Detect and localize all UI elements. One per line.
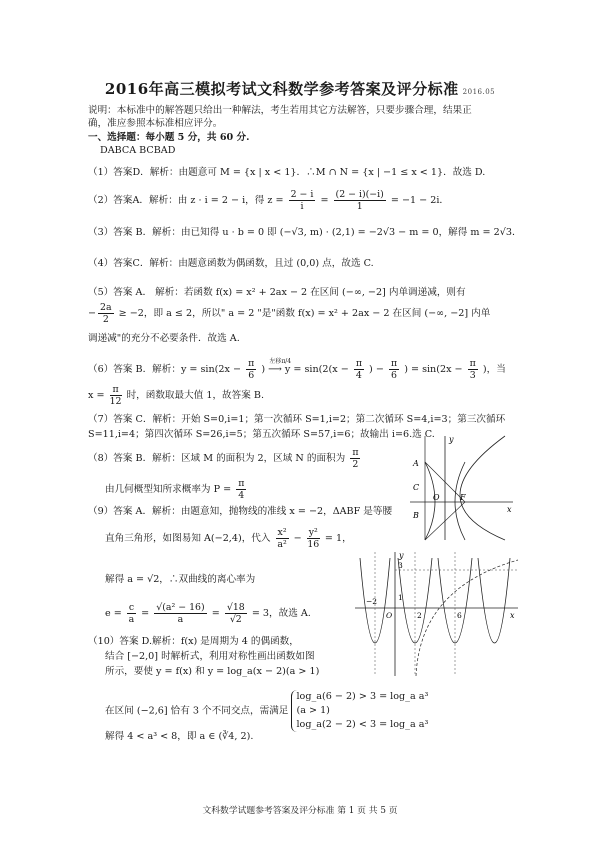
q9-line-3: 解得 a = √2，∴双曲线的离心率为 (105, 574, 256, 585)
fig10-label-o: O (386, 611, 393, 620)
q6-frac-1 (246, 358, 256, 381)
q9-l2-f1-num: x² (277, 527, 287, 538)
fig10-label-3: 3 (398, 561, 403, 570)
q6-f1-den: 6 (248, 370, 255, 381)
q6-f4-den: 3 (469, 370, 476, 381)
fig10-label-2: 2 (417, 611, 422, 620)
fig9-label-f: F (460, 493, 466, 502)
q5-line-2: − $\frac{2a}{2}$ ≥ −2，即 a ≤ 2，所以" a = 2 "是"函数 f(x) = x² + 2ax − 2 在区间 (−∞, −2] 内单 (88, 302, 491, 325)
q1-solution: （1）答案D．解析：由题意可 M = {x | x < 1}．∴M ∩ N = {x | −1 ≤ x < 1}．故选 D. (88, 167, 486, 178)
q6-frac-4 (468, 358, 478, 381)
q6-frac-3 (389, 358, 399, 381)
q5-f-num: 2a (100, 302, 112, 313)
fig9-label-y: y (449, 435, 454, 444)
answers-key: DABCA BCBAD (100, 145, 176, 156)
q10-line-1: （10）答案 D.解析：f(x) 是周期为 4 的偶函数， (88, 636, 299, 647)
q6-l2-post: 时，函数取最大值 1，故答案 B. (126, 390, 264, 401)
q6-l2-den: 12 (109, 396, 122, 407)
q5-text: ≥ −2，即 a ≤ 2，所以" a = 2 "是"函数 f(x) = x² + 2ax − 2 在区间 (−∞, −2] 内单 (118, 308, 491, 319)
q6-l2-frac (110, 384, 122, 407)
intro-line-1: 说明：本标准中的解答题只给出一种解法，考生若用其它方法解答，只要步骤合理，结果正 (88, 105, 472, 116)
q9-l4-post: = 3，故选 A. (251, 608, 311, 619)
fig9-label-a: A (413, 459, 419, 468)
q8-l2-pre: 由几何概型知所求概率为 P = (105, 484, 232, 495)
title-text: 2016年高三模拟考试文科数学参考答案及评分标准 (104, 80, 459, 98)
q9-l4-frac2 (154, 602, 206, 625)
q9-l2-f2-den: 16 (307, 539, 320, 550)
q8-line-2 (105, 478, 248, 501)
q10-sys1-text: log_a(6 − 2) > 3 = log_a a³ (296, 691, 429, 702)
q2-fraction-2 (334, 189, 386, 212)
q9-l2-f2-num: y² (308, 527, 318, 538)
q9-l4-f2-num: √(a² − 16) (156, 602, 205, 613)
q9-l2-pre: 直角三角形，如图易知 A(−2,4)，代入 (105, 533, 271, 544)
q6-f3-num: π (390, 358, 398, 369)
q2-result: = −1 − 2i． (390, 195, 450, 206)
q8-num: π (352, 447, 359, 458)
q10-sys1-cond: (a > 1) (296, 705, 330, 716)
q8-l2-frac (236, 478, 246, 501)
q2-solution (88, 189, 449, 212)
fig10-label-neg2: −2 (366, 597, 378, 606)
page-title (0, 78, 600, 99)
figure-q10 (350, 548, 520, 678)
q8-den: 2 (352, 459, 359, 470)
q5-line-3: 调递减"的充分不必要条件．故选 A. (88, 333, 240, 344)
q9-l4-f3-num: √18 (226, 602, 245, 613)
q8-pre: （8）答案 B．解析：区域 M 的面积为 2，区域 N 的面积为 (88, 453, 346, 464)
q10-line-3: 所示，要使 y = f(x) 和 y = log_a(x − 2)(a > 1) (105, 666, 320, 677)
q6-post: )，当 (482, 364, 506, 375)
q4-solution: （4）答案C．解析：由题意函数为偶函数，且过 (0,0) 点，故选 C. (88, 258, 374, 269)
q9-l4-frac3 (225, 602, 247, 625)
fig9-label-o: O (433, 493, 440, 502)
q6-f2-den: 4 (355, 370, 362, 381)
section-heading: 一、选择题：每小题 5 分，共 60 分. (88, 132, 250, 143)
q9-l4-f1-den: a (128, 614, 135, 625)
q6-line-2 (88, 384, 264, 407)
q6-line-1 (88, 358, 506, 381)
q6-arrow-label: 左移π/4 (269, 358, 292, 365)
q6-f2-num: π (355, 358, 362, 369)
q6-pre: （6）答案 B．解析：y = sin(2x − (88, 364, 242, 375)
q8-frac (350, 447, 360, 470)
q6-mid: ) ⟶ y = sin(2(x − (261, 364, 349, 375)
q6-f4-num: π (469, 358, 476, 369)
q7-line-1: （7）答案 C．解析：开始 S=0,i=1；第一次循环 S=1,i=2；第二次循环 S=4,i=3；第三次循环 (88, 414, 506, 425)
q6-mid2: ) − (369, 364, 384, 375)
q6-f3-den: 6 (391, 370, 398, 381)
q9-line-4: e = $\frac{c}{a}$ = $\frac{\text{√(a² − 16)}}{a}$ = $\frac{√18}{√2}$ = 3，故选 A. (105, 602, 311, 625)
q10-line-2: 结合 [−2,0] 时解析式，利用对称性画出函数如图 (105, 651, 315, 662)
fig9-label-b: B (413, 511, 419, 520)
q5-line-1: （5）答案 A． 解析：若函数 f(x) = x² + 2ax − 2 在区间 (−∞, −2] 内单调递减，则有 (88, 287, 466, 298)
q9-line-2 (105, 527, 352, 550)
q2-fraction-1 (289, 189, 316, 212)
q9-l2-frac1 (276, 527, 289, 550)
q2-eq: = (320, 195, 329, 206)
q6-f1-num: π (248, 358, 255, 369)
q9-l2-f1-den: a² (277, 539, 287, 550)
intro-line-2: 确，准应参照本标准相应评分。 (88, 118, 223, 129)
q2-text: （2）答案A．解析：由 z · i = 2 − i，得 z = (88, 195, 284, 206)
page-footer: 文科数学试题参考答案及评分标准 第 1 页 共 5 页 (202, 806, 398, 816)
fig9-label-x: x (507, 505, 512, 514)
q9-l4-f2-den: a (177, 614, 184, 625)
q8-line-1 (88, 447, 362, 470)
fig9-label-c: C (413, 483, 420, 492)
fig10-curve-4 (478, 558, 510, 643)
q2-f1-num: 2 − i (290, 189, 314, 200)
q6-l2-pre: x = (88, 390, 105, 401)
q8-l2-den: 4 (238, 490, 245, 501)
fig10-label-x: x (510, 611, 515, 620)
q5-fraction (98, 302, 114, 325)
q9-line-1: （9）答案 A．解析：由题意知，抛物线的准线 x = −2，ΔABF 是等腰 (88, 506, 393, 517)
fig9-parabola (460, 436, 505, 540)
q2-f2-den: 1 (356, 201, 363, 212)
fig10-label-6: 6 (457, 611, 462, 620)
q9-l4-frac1 (127, 602, 136, 625)
q10-sys-2: log_a(2 − 2) < 3 = log_a a³ (296, 719, 429, 730)
q3-solution: （3）答案 B．解析：由已知得 u · b = 0 即 (−√3, m) · (2,1) = −2√3 − m = 0，解得 m = 2√3． (88, 227, 522, 238)
q6-l2-num: π (110, 384, 122, 396)
fig10-label-y: y (399, 551, 404, 560)
q9-l4-f3-den: √2 (229, 614, 242, 625)
q9-l2-minus: − (293, 533, 302, 544)
q10-line-5: 解得 4 < a³ < 8，即 a ∈ (∛4, 2). (105, 731, 254, 742)
q6-mid3: ) = sin(2x − (404, 364, 463, 375)
q10-l4-pre: 在区间 (−2,6] 恰有 3 个不同交点，需满足 (105, 705, 289, 717)
q8-l2-num: π (238, 478, 245, 489)
title-date: 2016.05 (462, 88, 496, 96)
q9-l4-f1-num: c (128, 602, 135, 613)
figure-q9 (405, 432, 515, 542)
q9-l2-post: = 1， (324, 533, 352, 544)
q9-l2-frac2 (307, 527, 320, 550)
q5-f-den: 2 (102, 314, 109, 325)
fig10-label-1: 1 (398, 593, 403, 602)
q10-sys-1 (296, 690, 428, 718)
q10-system (291, 690, 428, 732)
q10-line-4 (105, 690, 428, 732)
q6-frac-2 (354, 358, 364, 381)
q9-l4-pre: e = (105, 608, 122, 619)
q2-f2-num: (2 − i)(−i) (335, 189, 384, 200)
q7-line-2: S=11,i=4；第四次循环 S=26,i=5；第五次循环 S=57,i=6；故输出 i=6.选 C. (88, 429, 435, 440)
q2-f1-den: i (300, 201, 304, 212)
